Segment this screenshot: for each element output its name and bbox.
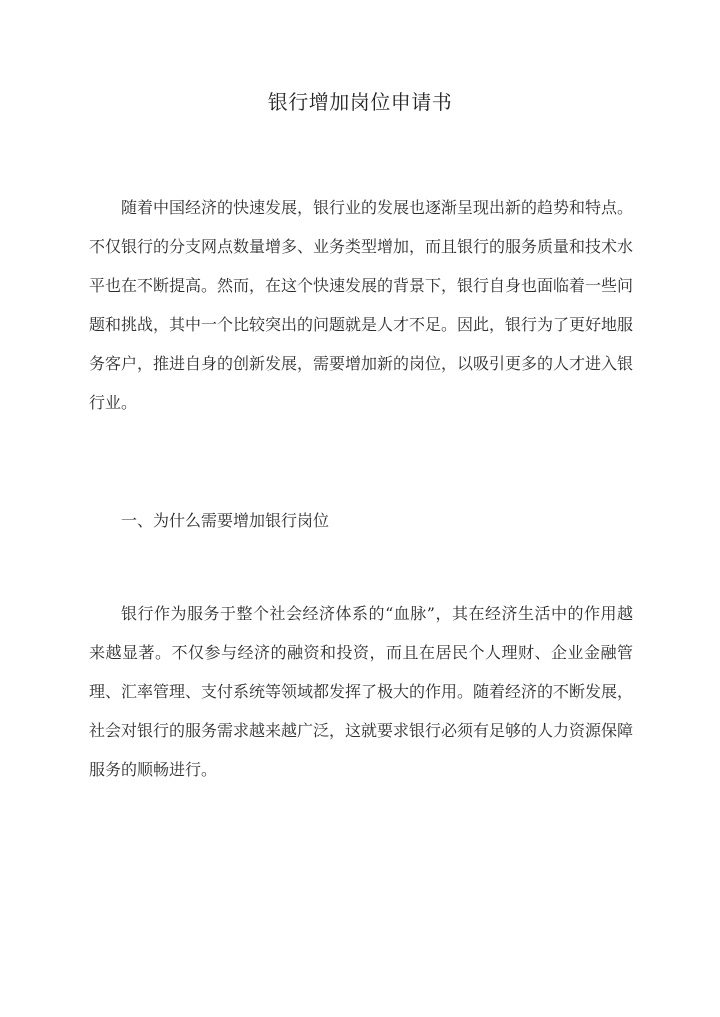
paragraph-section-1: 银行作为服务于整个社会经济体系的“血脉”，其在经济生活中的作用越来越显著。不仅参与经济的融资和投资，而且在居民个人理财、企业金融管理、汇率管理、支付系统等领域都发挥了极大的作用。随着经济的不断发展，社会对银行的服务需求越来越广泛，这就要求银行必须有足够的人力资源保障服务的顺畅进行。 xyxy=(89,604,634,779)
section-heading: 一、为什么需要增加银行岗位 xyxy=(121,511,330,530)
document-title: 银行增加岗位申请书 xyxy=(267,90,453,114)
paragraph-intro: 随着中国经济的快速发展，银行业的发展也逐渐呈现出新的趋势和特点。不仅银行的分支网点数量增多、业务类型增加，而且银行的服务质量和技术水平也在不断提高。然而，在这个快速发展的背景下，银行自身也面临着一些问题和挑战，其中一个比较突出的问题就是人才不足。因此，银行为了更好地服务客户，推进自身的创新发展，需要增加新的岗位，以吸引更多的人才进入银行业。 xyxy=(89,198,634,412)
